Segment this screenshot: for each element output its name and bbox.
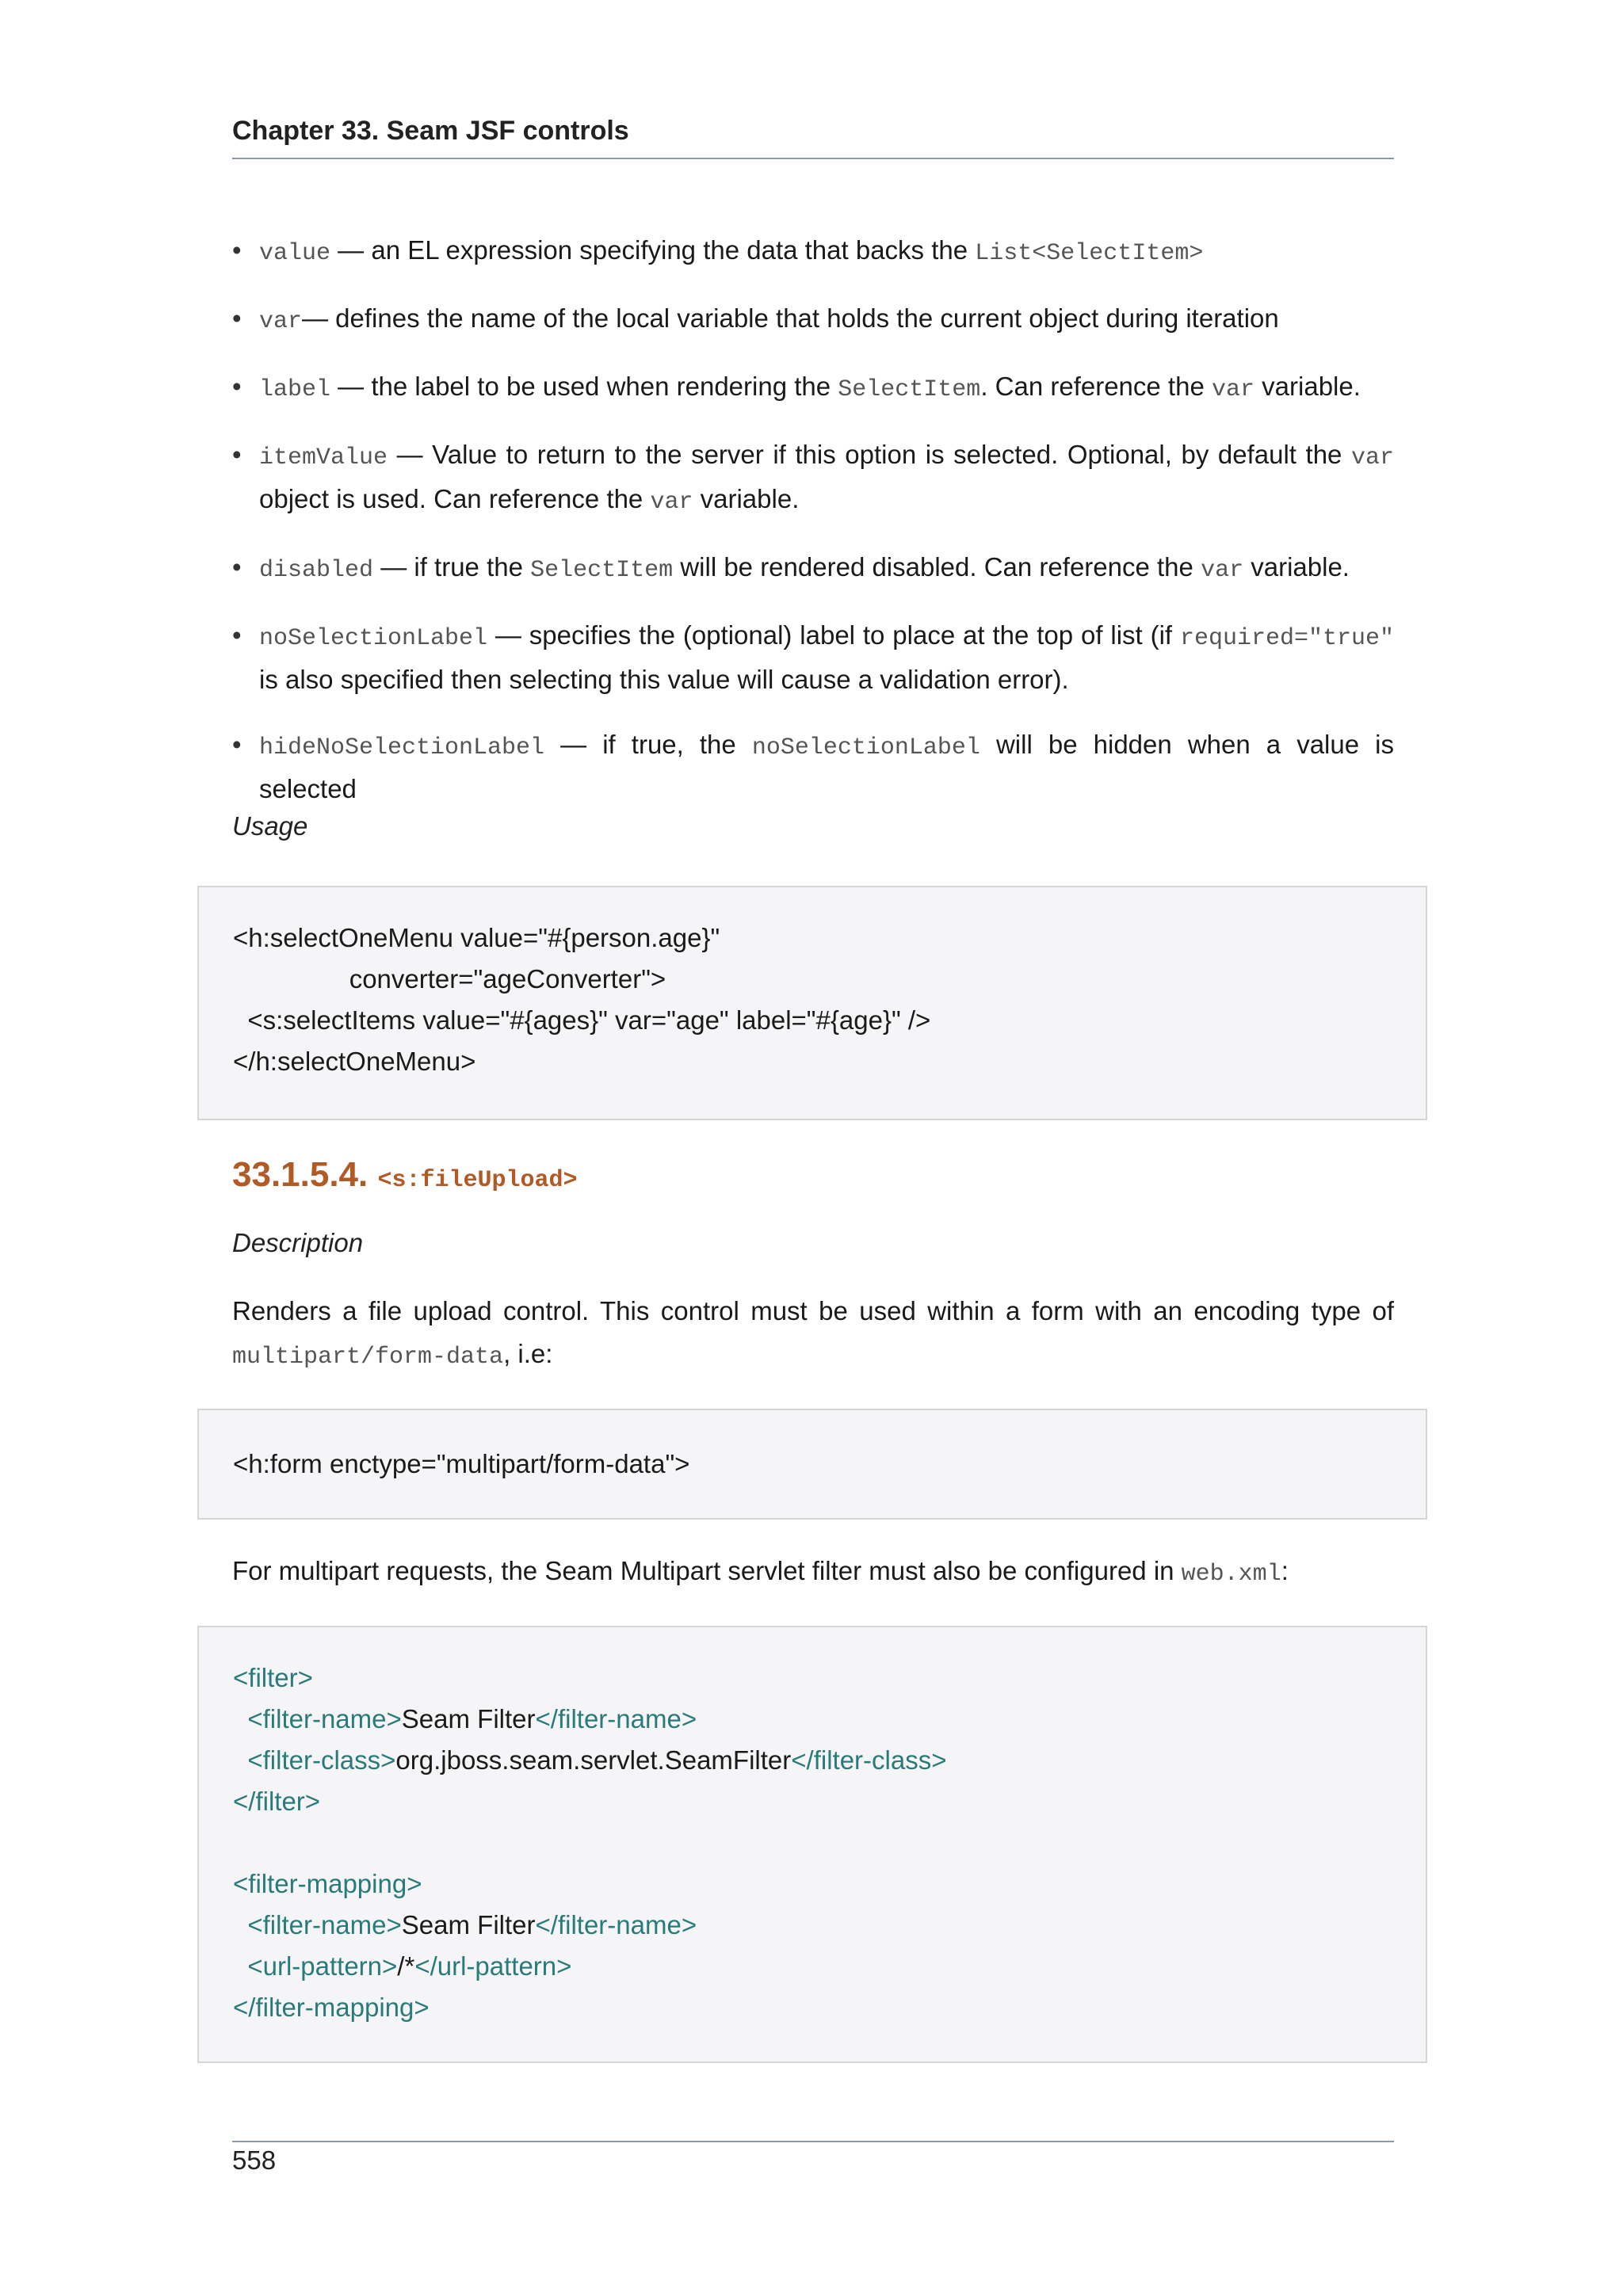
code-line: <filter-mapping> (233, 1869, 422, 1898)
code-line: <filter> (233, 1663, 313, 1692)
code-line: </filter> (233, 1787, 321, 1816)
usage-label: Usage (232, 811, 308, 841)
code-line: </filter-mapping> (233, 1993, 430, 2022)
section-tag: <s:fileUpload> (377, 1167, 578, 1194)
list-item: • noSelectionLabel — specifies the (optional) label to place at the top of list (if required="true" is also specified then selecting this value will cause a validation error). (232, 615, 1394, 700)
attr-name: value (259, 240, 331, 267)
chapter-header: Chapter 33. Seam JSF controls (232, 116, 1394, 159)
attribute-list (232, 230, 1394, 833)
code-line: <url-pattern>/*</url-pattern> (247, 1951, 572, 1981)
attr-name: noSelectionLabel (259, 625, 488, 652)
attr-name: hideNoSelectionLabel (259, 734, 545, 761)
code-line: <h:selectOneMenu value="#{person.age}" (233, 923, 720, 952)
list-item: • label — the label to be used when rendering the SelectItem. Can reference the var variable. (232, 366, 1394, 410)
list-item: • var— defines the name of the local variable that holds the current object during iteration (232, 298, 1394, 342)
code-line: <filter-name>Seam Filter</filter-name> (247, 1704, 697, 1733)
multipart-note: For multipart requests, the Seam Multipart servlet filter must also be configured in web.xml: (232, 1556, 1289, 1588)
list-item: • value — an EL expression specifying the data that backs the List<SelectItem> (232, 230, 1394, 274)
attr-name: label (259, 376, 331, 403)
description-paragraph: Renders a file upload control. This control must be used within a form with an encoding type of multipart/form-data, i.e: (232, 1296, 1394, 1371)
code-line: converter="ageConverter"> (233, 964, 666, 994)
usage-code-block (197, 886, 1427, 1120)
attr-name: disabled (259, 557, 374, 584)
attr-name: itemValue (259, 444, 388, 471)
code-line: <filter-class>org.jboss.seam.servlet.SeamFilter</filter-class> (247, 1745, 947, 1775)
code-line (233, 1822, 1426, 1863)
list-item: • hideNoSelectionLabel — if true, the noSelectionLabel will be hidden when a value is selected (232, 724, 1394, 810)
code-line: <h:form enctype="multipart/form-data"> (233, 1449, 690, 1478)
page-number: 558 (232, 2145, 277, 2175)
footer-divider (232, 2141, 1394, 2142)
list-item: • disabled — if true the SelectItem will be rendered disabled. Can reference the var variable. (232, 547, 1394, 591)
code-line: </h:selectOneMenu> (233, 1047, 476, 1076)
attr-name: var (259, 308, 303, 335)
description-label: Description (232, 1228, 364, 1257)
list-item: • itemValue — Value to return to the server if this option is selected. Optional, by default the var object is used. Can reference the var variable. (232, 434, 1394, 523)
code-line: <s:selectItems value="#{ages}" var="age" label="#{age}" /> (233, 1005, 931, 1035)
filter-code-block (197, 1626, 1427, 2063)
section-heading (232, 1155, 578, 1195)
section-number: 33.1.5.4. (232, 1155, 369, 1194)
form-code-block (197, 1409, 1427, 1520)
code-line: <filter-name>Seam Filter</filter-name> (247, 1910, 697, 1939)
